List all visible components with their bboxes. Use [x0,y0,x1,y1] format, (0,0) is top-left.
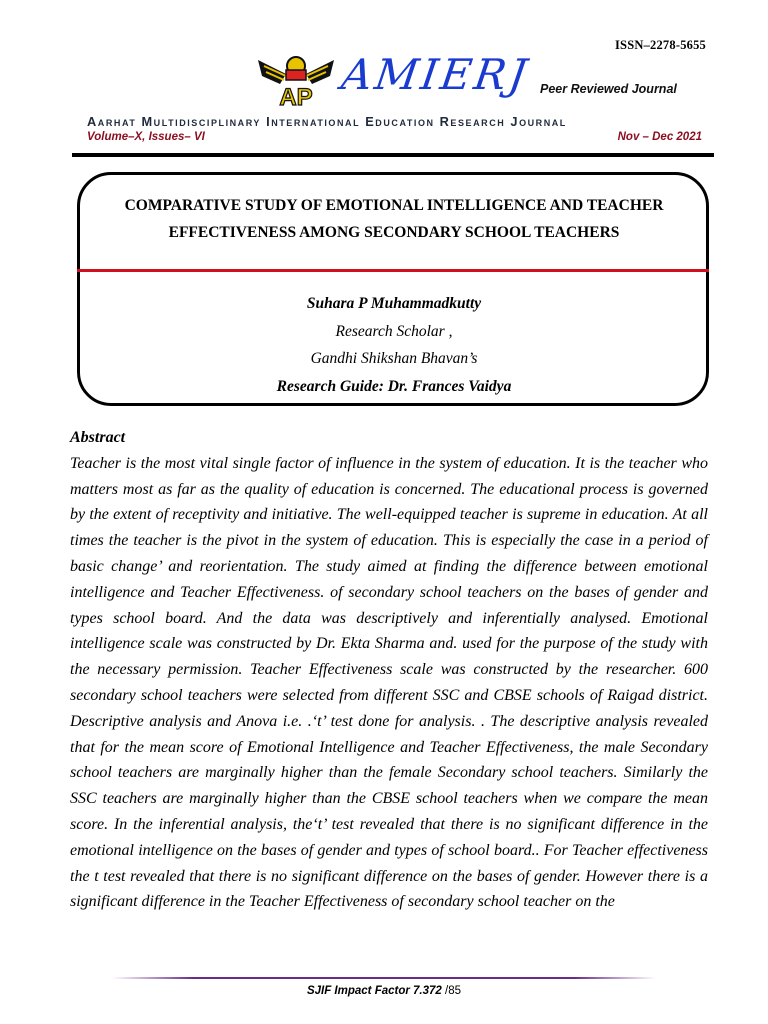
abstract-heading: Abstract [70,429,126,446]
issn-number: ISSN–2278-5655 [614,38,706,52]
impact-factor: SJIF Impact Factor 7.372 [306,985,442,997]
author-institution: Gandhi Shikshan Bhavan’s [310,350,478,367]
abstract-section [70,425,708,915]
author-name: Suhara P Muhammadkutty [306,295,482,312]
page-number: /85 [445,985,462,997]
page-footer [0,985,768,997]
author-role: Research Scholar , [335,322,453,340]
author-block [95,290,693,400]
journal-emblem-icon [256,54,336,108]
header-rule [72,153,714,157]
svg-text:AP: AP [279,84,313,108]
journal-logo-text: AMIERJ [338,50,533,99]
abstract-text: Teacher is the most vital single factor of influence in the system of education. It is the teacher who matters most as far as the quality of education is concerned. The educational process is governed by the extent of receptivity and initiative. The well-equipped teacher is supreme in education. At all times the teacher is the pivot in the system of education. This is especially the case in a period of basic change’ and reorientation. The study aimed at finding the difference between emotional intelligence and Teacher Effectiveness. of secondary school teachers on the bases of gender and types school board. And the data was descriptively and inferentially analysed. Emotional intelligence scale was constructed by Dr. Ekta Sharma and. used for the purpose of the study with the necessary permission. Teacher Effectiveness scale was constructed by the researcher. 600 secondary school teachers were selected from different SSC and CBSE schools of Raigad district. Descriptive analysis and Anova i.e. .‘t’ test done for analysis. . The descriptive analysis revealed that for the mean score of Emotional Intelligence and Teacher Effectiveness, the male Secondary school teachers are marginally higher than the female Secondary school teachers. Similarly the SSC teachers are marginally higher than the CBSE school teachers when we compare the mean score. In the inferential analysis, the‘t’ test revealed that there is no significant difference in the emotional intelligence on the bases of gender and types of school board.. For Teacher effectiveness the t test revealed that there is no significant difference on the bases of gender. However there is a significant difference in the Teacher Effectiveness of secondary school teacher on the [70,454,708,911]
research-guide: Research Guide: Dr. Frances Vaidya [276,377,512,395]
article-title: COMPARATIVE STUDY OF EMOTIONAL INTELLIGENCE AND TEACHER EFFECTIVENESS AMONG SECONDARY SCHOOL TEACHERS [124,197,664,241]
issue-date: Nov – Dec 2021 [617,131,702,143]
footer-rule [112,977,656,979]
volume-issue: Volume–X, Issues– VI [87,131,205,143]
peer-reviewed-label: Peer Reviewed Journal [540,82,677,96]
title-divider [77,269,709,272]
journal-name: Aarhat Multidisciplinary International Education Research Journal [87,114,567,129]
